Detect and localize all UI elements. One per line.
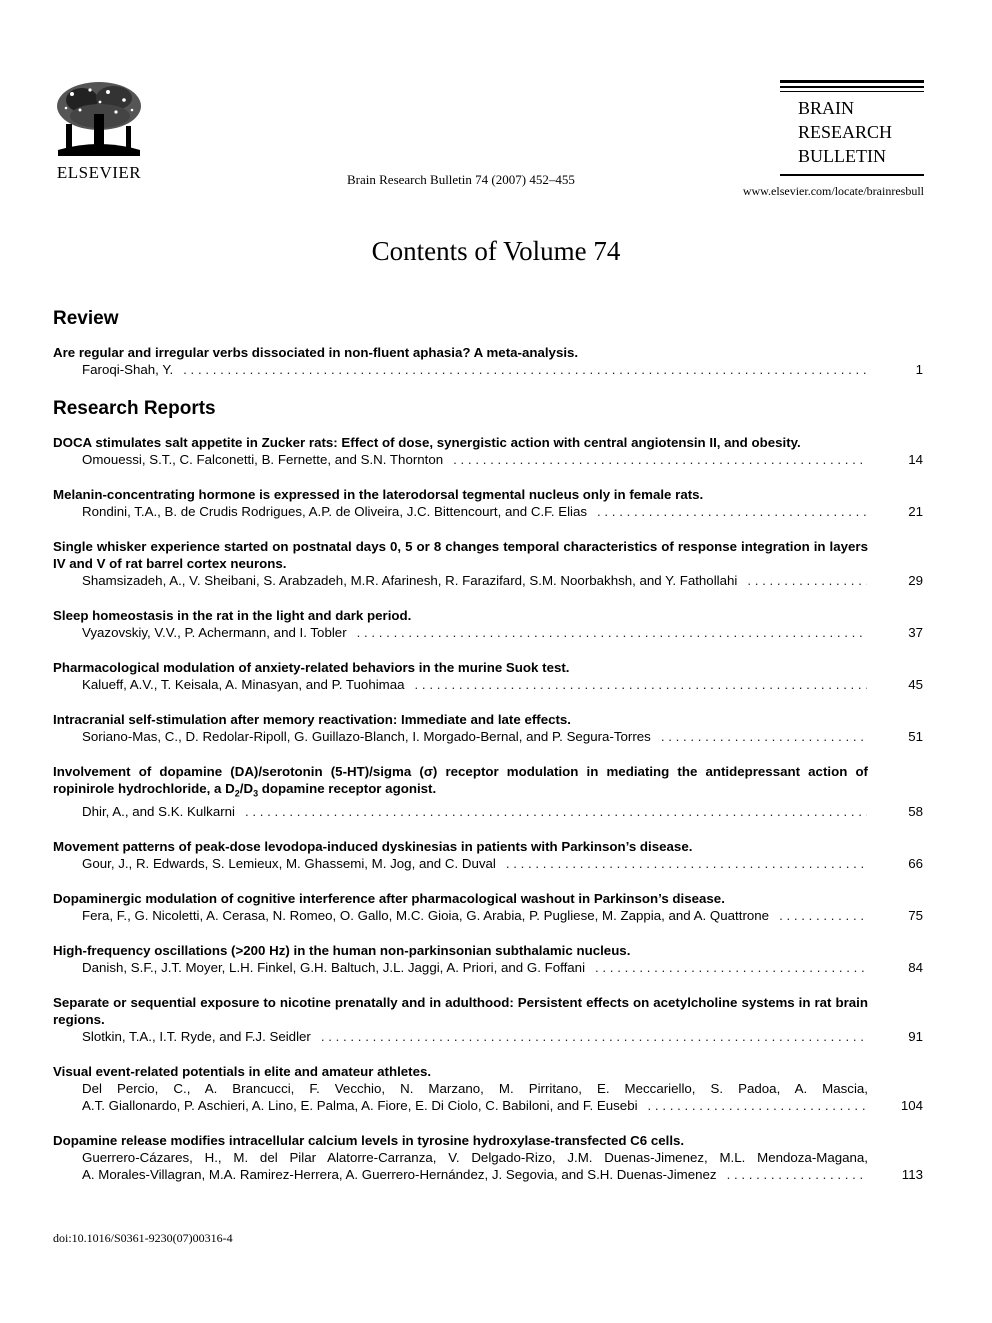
- page-number: 66: [908, 855, 923, 871]
- toc-entry: [53, 344, 923, 378]
- dot-leader: [506, 855, 867, 872]
- article-title: Dopaminergic modulation of cognitive interference after pharmacological washout in Parkinson’s disease.: [53, 890, 725, 906]
- article-title: Movement patterns of peak-dose levodopa-induced dyskinesias in patients with Parkinson’s disease.: [53, 838, 693, 854]
- toc-entry: [53, 1063, 923, 1114]
- journal-title: [780, 96, 924, 168]
- page-number: 91: [908, 1028, 923, 1044]
- page-number: 58: [908, 803, 923, 819]
- author-line: [53, 1028, 923, 1045]
- article-title: [53, 763, 868, 803]
- journal-title-line: BULLETIN: [798, 146, 886, 166]
- toc-entry: [53, 486, 923, 520]
- page-number: 14: [908, 452, 923, 467]
- toc-entry: [53, 659, 923, 693]
- author-line: [53, 1080, 923, 1097]
- article-authors: Guerrero-Cázares, H., M. del Pilar Alatorre-Carranza, V. Delgado-Rizo, J.M. Duenas-Jimenez, M.L. Mendoza-Magana,: [82, 1149, 868, 1165]
- page-number: 29: [908, 573, 923, 588]
- author-line: [53, 1149, 923, 1166]
- article-title: Melanin-concentrating hormone is expressed in the laterodorsal tegmental nucleus only in female rats.: [53, 487, 704, 502]
- doi: doi:10.1016/S0361-9230(07)00316-4: [53, 1231, 233, 1245]
- page-number: 104: [900, 1097, 923, 1113]
- article-authors: A.T. Giallonardo, P. Aschieri, A. Lino, E. Palma, A. Fiore, E. Di Ciolo, C. Babiloni, and F. Eusebi: [82, 1097, 638, 1113]
- article-title: Are regular and irregular verbs dissociated in non-fluent aphasia? A meta-analysis.: [53, 345, 579, 360]
- dot-leader: [245, 803, 867, 820]
- article-authors: Del Percio, C., A. Brancucci, F. Vecchio, N. Marzano, M. Pirritano, E. Meccariello, S. Padoa, A. Mascia,: [82, 1080, 868, 1096]
- article-title: Separate or sequential exposure to nicotine prenatally and in adulthood: Persistent effects on acetylcholine systems in rat brain regions.: [53, 994, 868, 1027]
- article-title: Single whisker experience started on postnatal days 0, 5 or 8 changes temporal characteristics of response integration in layers IV and V of rat barrel cortex neurons.: [53, 539, 868, 571]
- page-title: Contents of Volume 74: [371, 236, 621, 266]
- author-line: [53, 907, 923, 924]
- author-line: [53, 728, 923, 745]
- article-title: Pharmacological modulation of anxiety-related behaviors in the murine Suok test.: [53, 660, 570, 675]
- toc-entry: [53, 538, 923, 589]
- article-title: High-frequency oscillations (>200 Hz) in the human non-parkinsonian subthalamic nucleus.: [53, 942, 631, 958]
- table-of-contents: [53, 306, 923, 1183]
- page-number: 113: [901, 1166, 923, 1182]
- author-line: [53, 803, 923, 820]
- dot-leader: [357, 624, 867, 641]
- toc-entry: [53, 994, 923, 1045]
- article-authors: Gour, J., R. Edwards, S. Lemieux, M. Ghassemi, M. Jog, and C. Duval: [82, 855, 496, 871]
- page-number: 45: [908, 677, 923, 692]
- article-authors: Faroqi-Shah, Y.: [82, 362, 174, 377]
- article-title-text: Involvement of dopamine (DA)/serotonin (5-HT)/sigma (σ) receptor modulation in mediating the antidepressant action of ropinirole hydrochloride, a D: [53, 764, 868, 796]
- journal-masthead: [780, 80, 924, 176]
- dot-leader: [453, 451, 867, 468]
- dot-leader: [648, 1097, 867, 1114]
- toc-entry: [53, 838, 923, 872]
- author-line: [53, 1097, 923, 1114]
- toc-entry: [53, 434, 923, 468]
- author-line: [53, 624, 923, 641]
- dot-leader: [747, 572, 867, 589]
- article-title: Visual event-related potentials in elite and amateur athletes.: [53, 1063, 432, 1079]
- article-title-text: dopamine receptor agonist.: [258, 781, 437, 796]
- author-line: [53, 855, 923, 872]
- article-title: Sleep homeostasis in the rat in the light and dark period.: [53, 608, 412, 623]
- article-authors: Shamsizadeh, A., V. Sheibani, S. Arabzadeh, M.R. Afarinesh, R. Farazifard, S.M. Noorbakhsh, and Y. Fathollahi: [82, 573, 738, 588]
- page-number: 37: [908, 625, 923, 640]
- journal-citation: Brain Research Bulletin 74 (2007) 452–455: [347, 172, 575, 187]
- author-line: [53, 959, 923, 976]
- toc-entry: [53, 763, 923, 820]
- author-line: [53, 361, 923, 378]
- section-heading-research-reports: Research Reports: [53, 398, 216, 419]
- article-authors: Danish, S.F., J.T. Moyer, L.H. Finkel, G.H. Baltuch, J.L. Jaggi, A. Priori, and G. Foffani: [82, 959, 586, 975]
- article-authors: Kalueff, A.V., T. Keisala, A. Minasyan, and P. Tuohimaa: [82, 677, 405, 692]
- toc-entry: [53, 1132, 923, 1183]
- author-line: [53, 572, 923, 589]
- article-authors: Soriano-Mas, C., D. Redolar-Ripoll, G. Guillazo-Blanch, I. Morgado-Bernal, and P. Segura-Torres: [82, 729, 651, 744]
- dot-leader: [661, 728, 867, 745]
- author-line: [53, 503, 923, 520]
- article-title: DOCA stimulates salt appetite in Zucker rats: Effect of dose, synergistic action with central angiotensin II, and obesity.: [53, 435, 801, 450]
- dot-leader: [727, 1166, 867, 1183]
- subscript: 3: [253, 788, 259, 799]
- article-authors: Fera, F., G. Nicoletti, A. Cerasa, N. Romeo, O. Gallo, M.C. Gioia, G. Arabia, P. Pugliese, M. Zappia, and A. Quattrone: [82, 907, 770, 923]
- page-number: 75: [908, 907, 923, 923]
- article-authors: Rondini, T.A., B. de Crudis Rodrigues, A.P. de Oliveira, J.C. Bittencourt, and C.F. Elias: [82, 504, 588, 519]
- article-authors: Dhir, A., and S.K. Kulkarni: [82, 803, 235, 819]
- article-title-text: /D: [239, 781, 254, 796]
- dot-leader: [415, 676, 867, 693]
- dot-leader: [779, 907, 867, 924]
- masthead-bottom-rule: [780, 174, 924, 176]
- tree-logo-icon: [52, 80, 146, 162]
- masthead-rules: [780, 80, 924, 94]
- toc-entry: [53, 942, 923, 976]
- subscript: 2: [234, 788, 240, 799]
- article-authors: Vyazovskiy, V.V., P. Achermann, and I. Tobler: [82, 625, 347, 640]
- article-authors: Slotkin, T.A., I.T. Ryde, and F.J. Seidler: [82, 1028, 311, 1044]
- journal-title-line: BRAIN: [798, 98, 855, 118]
- section-heading-review: Review: [53, 308, 119, 329]
- page-number: 21: [908, 504, 923, 519]
- toc-entry: [53, 711, 923, 745]
- dot-leader: [595, 959, 867, 976]
- dot-leader: [597, 503, 867, 520]
- author-line: [53, 451, 923, 468]
- page-number: 51: [908, 729, 923, 744]
- author-line: [53, 676, 923, 693]
- page-number: 1: [915, 362, 923, 377]
- dot-leader: [183, 361, 867, 378]
- article-title: Intracranial self-stimulation after memory reactivation: Immediate and late effects.: [53, 712, 572, 727]
- page-number: 84: [908, 959, 923, 975]
- author-line: [53, 1166, 923, 1183]
- journal-url: www.elsevier.com/locate/brainresbull: [742, 184, 924, 198]
- toc-entry: [53, 890, 923, 924]
- article-authors: A. Morales-Villagran, M.A. Ramirez-Herrera, A. Guerrero-Hernández, J. Segovia, and S.H. Duenas-Jimenez: [82, 1166, 717, 1182]
- journal-title-line: RESEARCH: [798, 122, 893, 142]
- article-title: Dopamine release modifies intracellular calcium levels in tyrosine hydroxylase-transfected C6 cells.: [53, 1132, 685, 1148]
- article-authors: Omouessi, S.T., C. Falconetti, B. Fernette, and S.N. Thornton: [82, 452, 444, 467]
- publisher-name: ELSEVIER: [56, 163, 142, 182]
- dot-leader: [321, 1028, 867, 1045]
- toc-entry: [53, 607, 923, 641]
